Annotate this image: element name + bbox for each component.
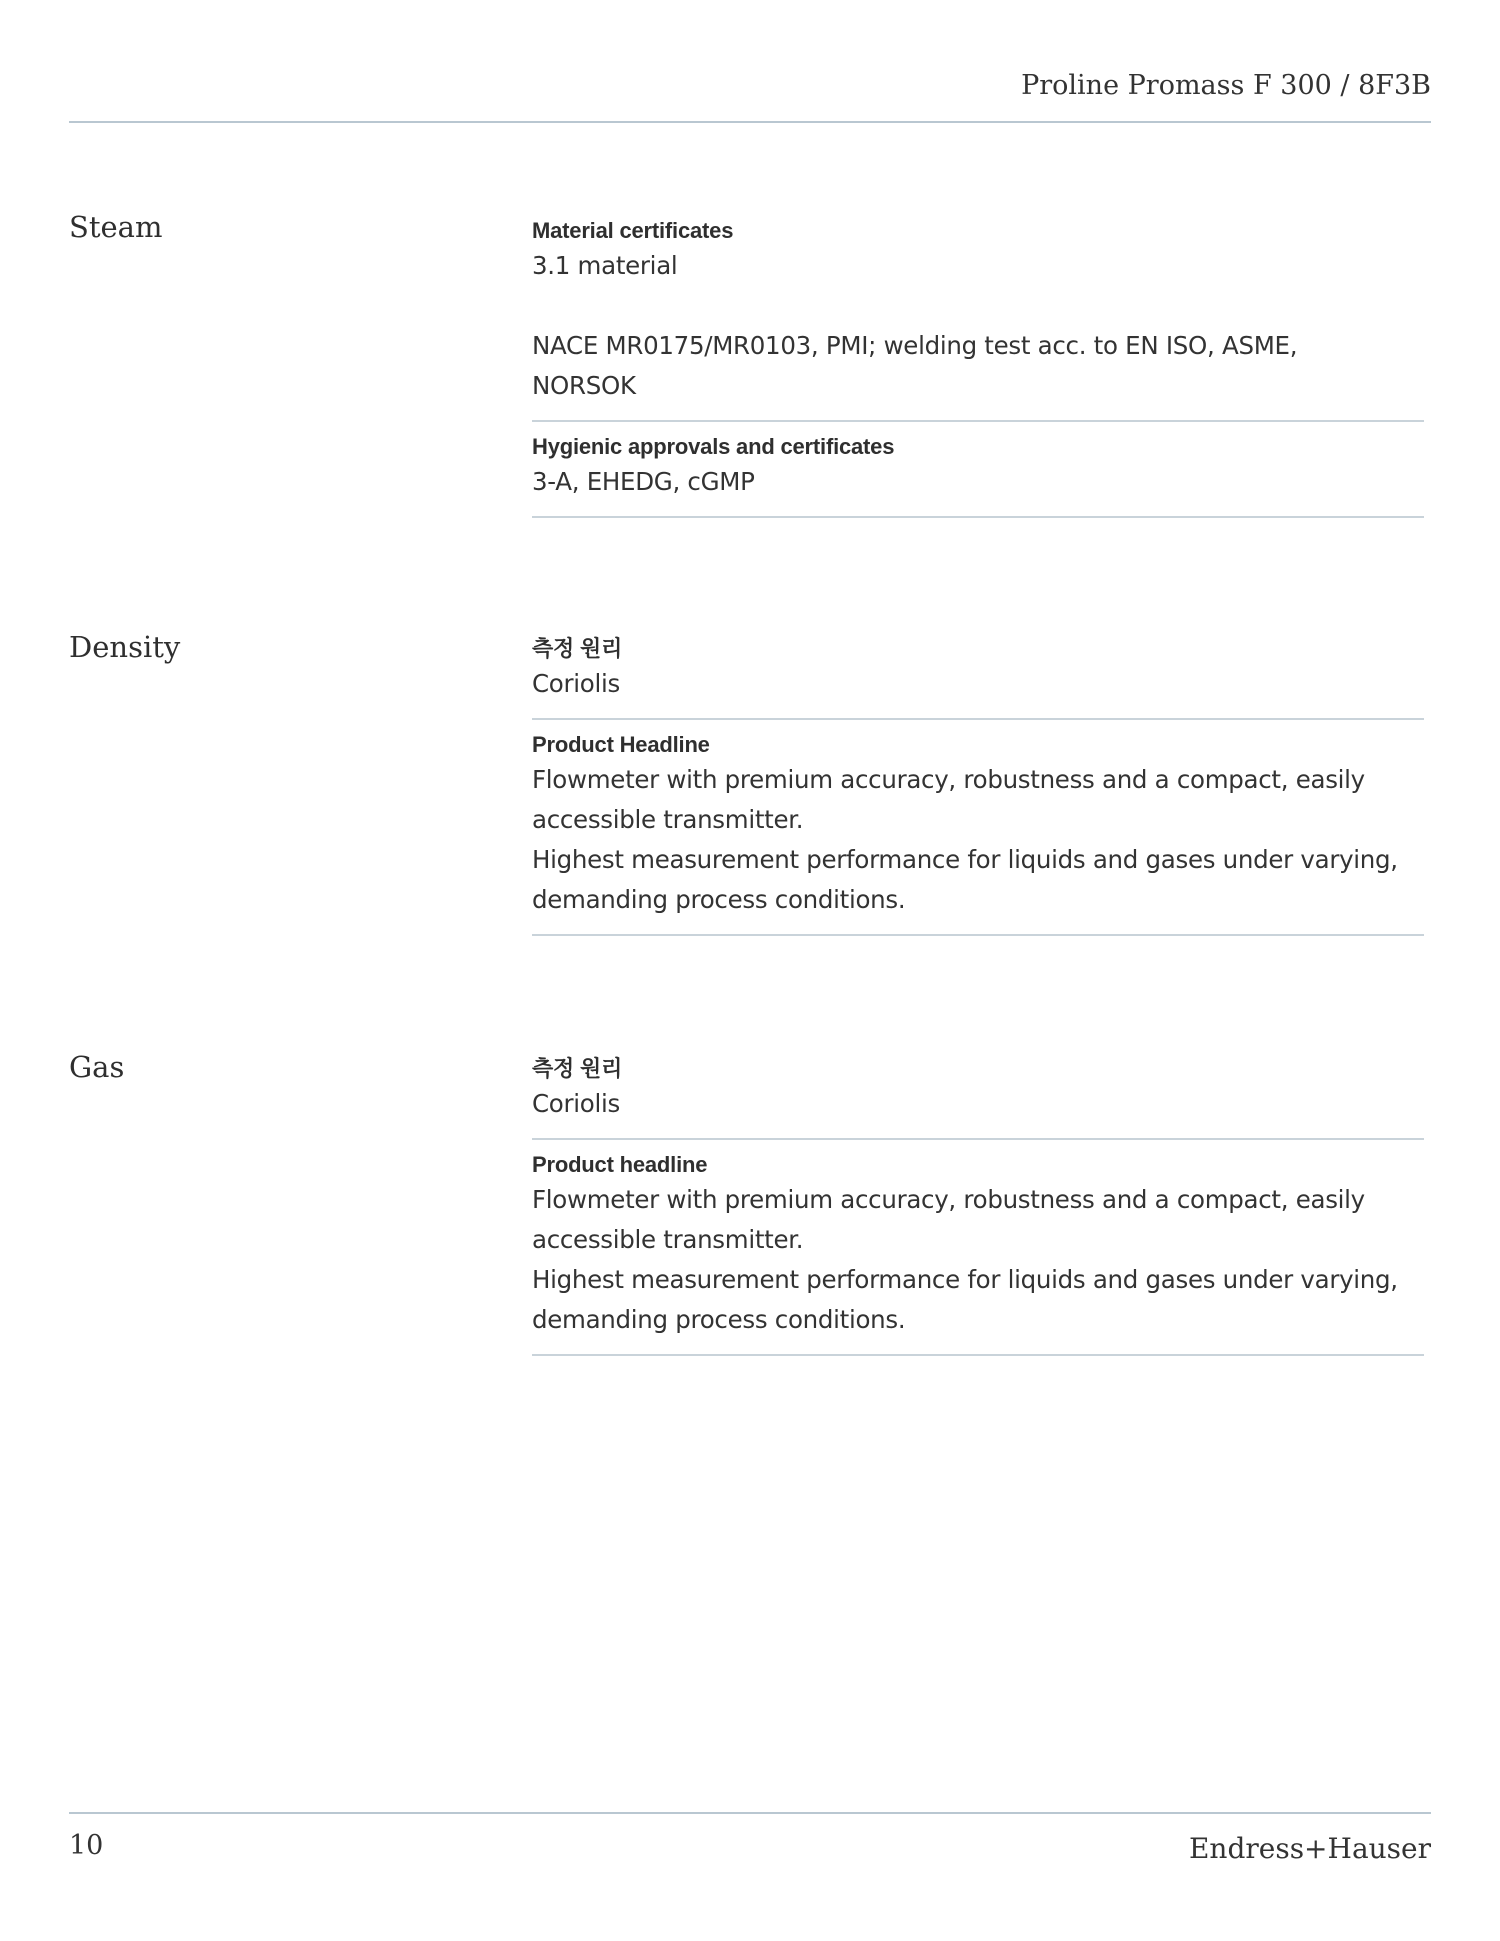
- section-title-steam: Steam: [69, 210, 163, 244]
- entry-line: NORSOK: [532, 371, 636, 400]
- header-divider: [69, 121, 1431, 123]
- entry-line: demanding process conditions.: [532, 885, 906, 914]
- entry-measuring-principle: [532, 634, 1424, 720]
- document-title: Proline Promass F 300 / 8F3B: [1021, 70, 1431, 101]
- section-gas-entries: [532, 1054, 1424, 1356]
- page-number: 10: [69, 1830, 104, 1861]
- entry-label: Material certificates: [532, 218, 734, 243]
- section-density-entries: [532, 634, 1424, 936]
- entry-line: Flowmeter with premium accuracy, robustness and a compact, easily: [532, 765, 1365, 794]
- entry-line: 3.1 material: [532, 251, 678, 280]
- entry-product-headline: [532, 720, 1424, 936]
- entry-line: accessible transmitter.: [532, 805, 804, 834]
- entry-line: Coriolis: [532, 1089, 620, 1118]
- section-title-gas: Gas: [69, 1050, 125, 1084]
- section-steam-entries: [532, 216, 1424, 518]
- entry-line: demanding process conditions.: [532, 1305, 906, 1334]
- entry-line: Highest measurement performance for liquids and gases under varying,: [532, 845, 1398, 874]
- entry-label: 측정 원리: [532, 1056, 623, 1081]
- entry-measuring-principle: [532, 1054, 1424, 1140]
- entry-label: Product headline: [532, 1152, 708, 1177]
- section-title-density: Density: [69, 630, 181, 664]
- footer-divider: [69, 1812, 1431, 1814]
- entry-material-certificates: [532, 216, 1424, 422]
- entry-product-headline: [532, 1140, 1424, 1356]
- entry-line: Coriolis: [532, 669, 620, 698]
- entry-line: Flowmeter with premium accuracy, robustness and a compact, easily: [532, 1185, 1365, 1214]
- entry-line: accessible transmitter.: [532, 1225, 804, 1254]
- entry-spacer: [532, 286, 1424, 326]
- entry-line: 3-A, EHEDG, cGMP: [532, 467, 755, 496]
- entry-line: Highest measurement performance for liquids and gases under varying,: [532, 1265, 1398, 1294]
- brand-name: Endress+Hauser: [1188, 1832, 1431, 1865]
- entry-label: Product Headline: [532, 732, 710, 757]
- entry-line: NACE MR0175/MR0103, PMI; welding test acc. to EN ISO, ASME,: [532, 331, 1298, 360]
- entry-label: 측정 원리: [532, 636, 623, 661]
- entry-hygienic-approvals: [532, 422, 1424, 518]
- entry-label: Hygienic approvals and certificates: [532, 434, 895, 459]
